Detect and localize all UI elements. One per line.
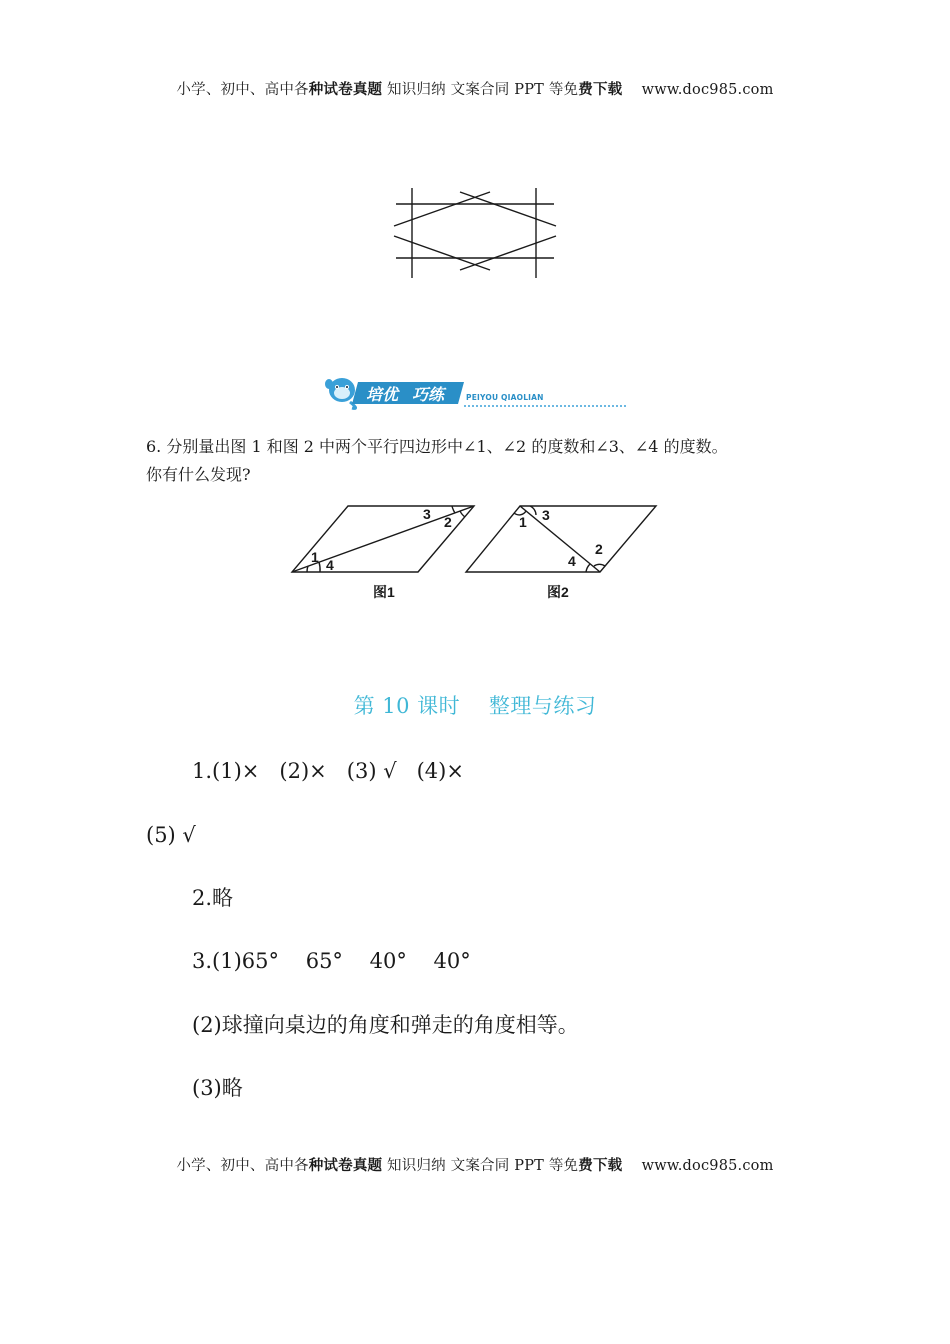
intersecting-lines-figure (390, 180, 560, 280)
page-footer (0, 1154, 950, 1175)
header-text-3: 知识归纳 文案合同 PPT 等免 (382, 82, 579, 98)
footer-text-2: 种试卷真题 (308, 1157, 383, 1174)
figure-2-label-3: 3 (542, 507, 550, 523)
monkey-mascot-icon (325, 378, 356, 408)
figure-2-label-1: 1 (519, 514, 527, 530)
answer-1-line-1: 1.(1)× (2)× (3) √ (4)× (192, 759, 464, 783)
figure-1-caption: 图1 (373, 584, 395, 600)
figure-1-label-3: 3 (423, 506, 431, 522)
figure-2-arc-4 (586, 564, 590, 572)
figure-diagonal-2 (460, 192, 556, 226)
footer-text-1: 小学、初中、高中各 (176, 1158, 309, 1174)
header-text-4: 费下载 (578, 81, 623, 98)
footer-website[interactable]: www.doc985.com (622, 1158, 774, 1174)
header-text-1: 小学、初中、高中各 (176, 82, 309, 98)
answer-3-part-1: 3.(1)65° 65° 40° 40° (192, 949, 471, 973)
section-banner (322, 368, 626, 412)
question-6-line-1: 6. 分别量出图 1 和图 2 中两个平行四边形中∠1、∠2 的度数和∠3、∠4 的度数。 (146, 437, 728, 456)
banner-label-en: PEIYOU QIAOLIAN (466, 393, 544, 402)
figure-diagonal-4 (460, 236, 556, 270)
question-6 (146, 433, 846, 489)
figure-2-diagonal (520, 506, 600, 572)
answer-1-line-2: (5) √ (146, 823, 196, 847)
figure-1-arc-3 (452, 506, 455, 513)
footer-text-4: 费下载 (578, 1157, 623, 1174)
figure-2-label-2: 2 (595, 541, 603, 557)
figure-2-parallelogram (464, 502, 660, 578)
banner-label-cn-2: 巧练 (412, 385, 445, 404)
figure-2-arc-2 (594, 564, 605, 566)
page-header (0, 78, 950, 99)
figure-2-label-4: 4 (568, 553, 576, 569)
figure-2-caption: 图2 (547, 584, 569, 600)
header-text-2: 种试卷真题 (308, 81, 383, 98)
figure-1-label-4: 4 (326, 557, 334, 573)
banner-label-cn-1: 培优 (366, 385, 399, 404)
figure-2-arc-3 (530, 506, 536, 515)
lesson-title: 第 10 课时 整理与练习 (353, 694, 597, 718)
figure-1-label-1: 1 (311, 549, 319, 565)
question-6-line-2: 你有什么发现? (146, 465, 251, 484)
header-website[interactable]: www.doc985.com (622, 82, 774, 98)
answer-3-part-3: (3)略 (192, 1076, 243, 1100)
answer-2: 2.略 (192, 886, 234, 910)
answer-3-part-2: (2)球撞向桌边的角度和弹走的角度相等。 (192, 1013, 579, 1037)
figure-1-arc-4 (319, 562, 320, 572)
figure-1-arc-1 (307, 566, 308, 572)
figure-1-label-2: 2 (444, 514, 452, 530)
footer-text-3: 知识归纳 文案合同 PPT 等免 (382, 1158, 579, 1174)
